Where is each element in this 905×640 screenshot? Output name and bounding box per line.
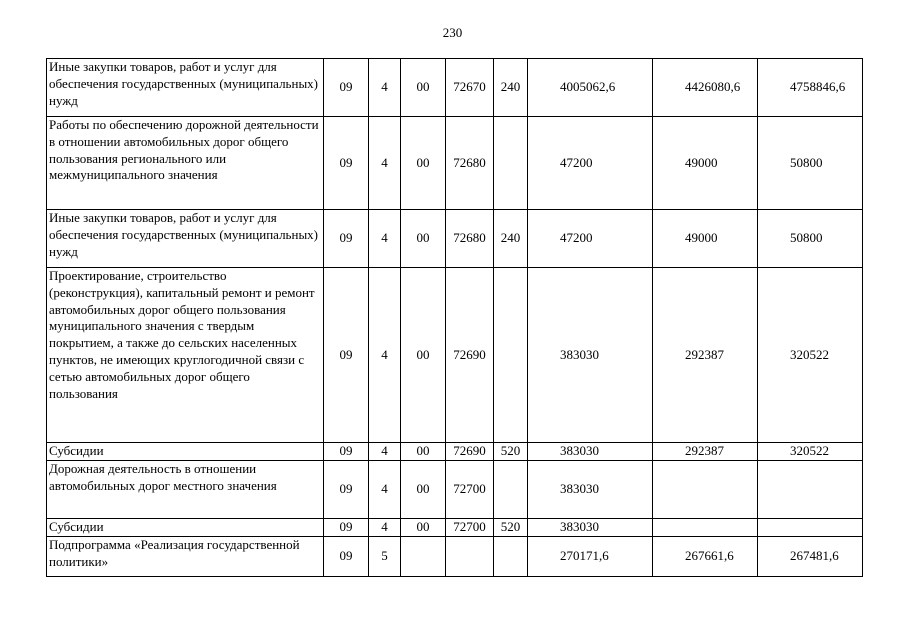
amount-year3-cell: 50800: [758, 117, 863, 210]
expense-name-cell: Субсидии: [47, 443, 324, 461]
expense-name-cell: Работы по обеспечению дорожной деятельности в отношении автомобильных дорог общего пользования регионального или межмуниципального значения: [47, 117, 324, 210]
amount-year1-cell: 47200: [528, 117, 653, 210]
expense-name-cell: Субсидии: [47, 518, 324, 536]
expense-name-cell: Проектирование, строительство (реконструкция), капитальный ремонт и ремонт автомобильных дорог общего пользования муниципального значения с твердым покрытием, а также до сельских населенных пунктов, не имеющих круглогодичной связи с сетью автомобильных дорог общего пользования: [47, 268, 324, 443]
section-code-cell: 09: [324, 117, 369, 210]
amount-year3-cell: 320522: [758, 268, 863, 443]
subprogram-code-cell: 00: [401, 117, 446, 210]
amount-year2-cell: 49000: [653, 117, 758, 210]
amount-year2-cell: 292387: [653, 443, 758, 461]
direction-code-cell: 72690: [446, 443, 494, 461]
expense-type-cell: 520: [494, 518, 528, 536]
direction-code-cell: 72680: [446, 117, 494, 210]
amount-year1-cell: 383030: [528, 268, 653, 443]
amount-year3-cell: 320522: [758, 443, 863, 461]
expense-name-cell: Подпрограмма «Реализация государственной политики»: [47, 536, 324, 576]
section-code-cell: 09: [324, 210, 369, 268]
program-code-cell: 4: [369, 268, 401, 443]
amount-year2-cell: [653, 518, 758, 536]
section-code-cell: 09: [324, 268, 369, 443]
subprogram-code-cell: 00: [401, 210, 446, 268]
expense-name-cell: Иные закупки товаров, работ и услуг для обеспечения государственных (муниципальных) нужд: [47, 59, 324, 117]
amount-year2-cell: 49000: [653, 210, 758, 268]
direction-code-cell: 72670: [446, 59, 494, 117]
expense-type-cell: 240: [494, 210, 528, 268]
amount-year3-cell: 267481,6: [758, 536, 863, 576]
expense-type-cell: 240: [494, 59, 528, 117]
amount-year1-cell: 47200: [528, 210, 653, 268]
program-code-cell: 4: [369, 210, 401, 268]
program-code-cell: 4: [369, 59, 401, 117]
table-row: [47, 59, 863, 117]
budget-table: [46, 58, 863, 577]
program-code-cell: 4: [369, 460, 401, 518]
section-code-cell: 09: [324, 443, 369, 461]
table-row: [47, 443, 863, 461]
expense-name-cell: Дорожная деятельность в отношении автомобильных дорог местного значения: [47, 460, 324, 518]
table-row: [47, 460, 863, 518]
program-code-cell: 5: [369, 536, 401, 576]
amount-year3-cell: 4758846,6: [758, 59, 863, 117]
table-row: [47, 536, 863, 576]
amount-year2-cell: 267661,6: [653, 536, 758, 576]
direction-code-cell: [446, 536, 494, 576]
section-code-cell: 09: [324, 59, 369, 117]
section-code-cell: 09: [324, 518, 369, 536]
amount-year1-cell: 4005062,6: [528, 59, 653, 117]
expense-type-cell: [494, 268, 528, 443]
section-code-cell: 09: [324, 460, 369, 518]
subprogram-code-cell: 00: [401, 518, 446, 536]
direction-code-cell: 72700: [446, 460, 494, 518]
amount-year2-cell: [653, 460, 758, 518]
expense-type-cell: [494, 536, 528, 576]
amount-year3-cell: [758, 460, 863, 518]
subprogram-code-cell: 00: [401, 268, 446, 443]
amount-year1-cell: 383030: [528, 518, 653, 536]
amount-year3-cell: [758, 518, 863, 536]
subprogram-code-cell: [401, 536, 446, 576]
table-row: [47, 117, 863, 210]
direction-code-cell: 72700: [446, 518, 494, 536]
program-code-cell: 4: [369, 117, 401, 210]
section-code-cell: 09: [324, 536, 369, 576]
expense-type-cell: 520: [494, 443, 528, 461]
program-code-cell: 4: [369, 518, 401, 536]
expense-name-cell: Иные закупки товаров, работ и услуг для обеспечения государственных (муниципальных) нужд: [47, 210, 324, 268]
page-number: 230: [442, 25, 463, 40]
amount-year1-cell: 270171,6: [528, 536, 653, 576]
amount-year3-cell: 50800: [758, 210, 863, 268]
amount-year1-cell: 383030: [528, 443, 653, 461]
direction-code-cell: 72690: [446, 268, 494, 443]
amount-year2-cell: 292387: [653, 268, 758, 443]
amount-year1-cell: 383030: [528, 460, 653, 518]
table-row: [47, 518, 863, 536]
amount-year2-cell: 4426080,6: [653, 59, 758, 117]
program-code-cell: 4: [369, 443, 401, 461]
subprogram-code-cell: 00: [401, 443, 446, 461]
table-row: [47, 210, 863, 268]
subprogram-code-cell: 00: [401, 460, 446, 518]
subprogram-code-cell: 00: [401, 59, 446, 117]
expense-type-cell: [494, 117, 528, 210]
expense-type-cell: [494, 460, 528, 518]
table-row: [47, 268, 863, 443]
direction-code-cell: 72680: [446, 210, 494, 268]
